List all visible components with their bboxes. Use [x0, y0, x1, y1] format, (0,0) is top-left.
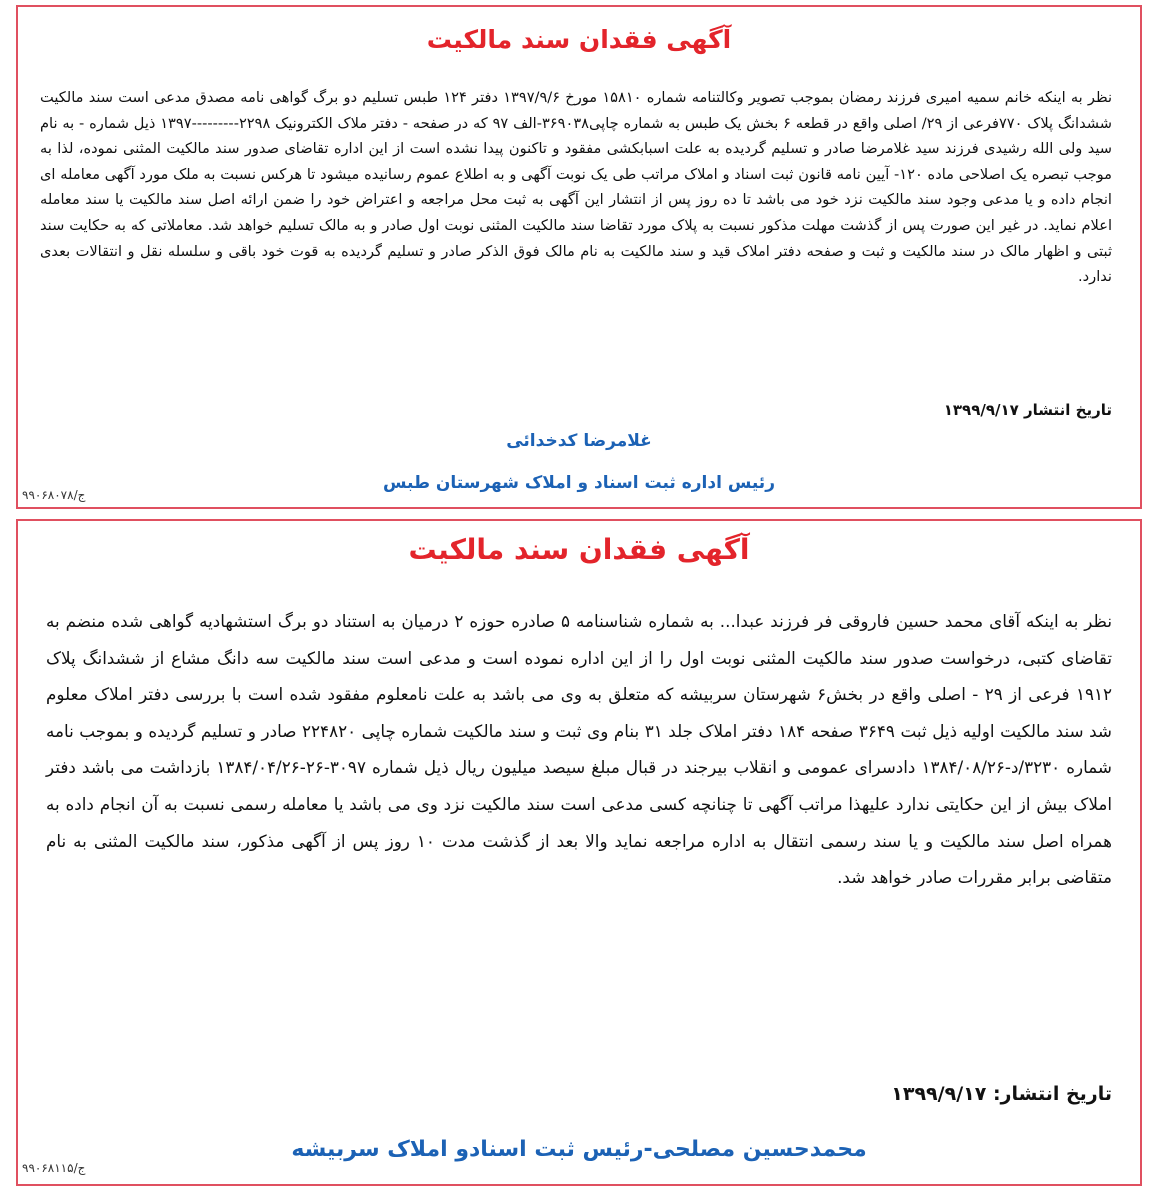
notice-2-signer-title: محمدحسین مصلحی-رئیس ثبت اسنادو املاک سربیشه: [291, 1137, 867, 1162]
notice-2-code: ج/۹۹۰۶۸۱۱۵: [22, 1161, 86, 1175]
notice-1-title: آگهی فقدان سند مالکیت: [426, 25, 732, 54]
notice-1-signer-name: غلامرضا کدخدائی: [506, 431, 652, 451]
notice-1-publish-date: تاریخ انتشار ۱۳۹۹/۹/۱۷: [943, 401, 1112, 419]
notice-2-text: نظر به اینکه آقای محمد حسین فاروقی فر فرزند عبدا... به شماره شناسنامه ۵ صادره حوزه ۲ درمیان به استناد دو برگ استشهادیه گواهی شده منضم به تقاضای کتبی، درخواست صدور سند مالکیت المثنی نوبت اول را از این اداره نموده است و مدعی است سند مالکیت سه دانگ مشاع از ششدانگ پلاک ۱۹۱۲ فرعی از ۲۹ - اصلی واقع در بخش۶ شهرستان سربیشه که متعلق به وی می باشد به علت نامعلوم مفقود شده است با بررسی دفتر املاک معلوم شد سند مالکیت اولیه ذیل ثبت ۳۶۴۹ صفحه ۱۸۴ دفتر املاک جلد ۳۱ بنام وی ثبت و سند مالکیت شماره چاپی ۲۲۴۸۲۰ صادر و تسلیم گردیده و بموجب نامه شماره ۳۲۳۰/د-۱۳۸۴/۰۸/۲۶ دادسرای عمومی و انقلاب بیرجند در قبال مبلغ سیصد میلیون ریال ذیل شماره ۳۰۹۷-۲۶-۱۳۸۴/۰۴/۲۶ بازداشت می باشد دفتر املاک بیش از این حکایتی ندارد علیهذا مراتب آگهی تا چنانچه کسی مدعی است سند مالکیت نزد وی می باشد یا معامله رسمی نسبت به آن انجام داده به همراه اصل سند مالکیت و یا سند رسمی انتقال به اداره مراجعه نماید والا بعد از گذشت مدت ۱۰ روز پس از آگهی مذکور، سند مالکیت المثنی به نام متقاضی برابر مقررات صادر خواهد شد.: [46, 611, 1112, 888]
notice-1: [16, 5, 1142, 509]
notice-2-publish-date: تاریخ انتشار: ۱۳۹۹/۹/۱۷: [891, 1083, 1112, 1105]
notice-2-body: [46, 603, 1112, 896]
notice-1-body: [40, 85, 1112, 290]
notice-1-signer-title: رئیس اداره ثبت اسناد و املاک شهرستان طبس: [383, 473, 775, 493]
notice-1-code: ج/۹۹۰۶۸۰۷۸: [22, 488, 86, 502]
notice-2: [16, 519, 1142, 1186]
notice-2-title: آگهی فقدان سند مالکیت: [408, 533, 750, 566]
notice-1-text: نظر به اینکه خانم سمیه امیری فرزند رمضان بموجب تصویر وکالتنامه شماره ۱۵۸۱۰ مورخ ۱۳۹۷/۹/۶ دفتر ۱۲۴ طبس تسلیم دو برگ گواهی نامه مصدق مدعی است سند مالکیت ششدانگ پلاک ۷۷۰فرعی از ۲۹/ اصلی واقع در قطعه ۶ بخش یک طبس به شماره چاپی۳۶۹۰۳۸-الف ۹۷ که در صفحه - دفتر ملاک الکترونیک ۲۲۹۸---------۱۳۹۷ ذیل شماره - به نام سید ولی الله رشیدی فرزند سید غلامرضا صادر و تسلیم گردیده به علت اسبابکشی مفقود و تاکنون پیدا نشده است از این اداره تقاضای صدور سند مالکیت المثنی نموده، لذا به موجب تبصره یک اصلاحی ماده ۱۲۰- آیین نامه قانون ثبت اسناد و املاک مراتب طی یک نوبت آگهی و به اطلاع عموم رسانیده میشود تا هرکس نسبت به ملک مورد آگهی معامله ای انجام داده و یا مدعی وجود سند مالکیت نزد خود می باشد تا ده روز پس از انتشار این آگهی به ثبت محل مراجعه و اعتراض خود را ضمن ارائه اصل سند مالکیت یا سند معامله اعلام نماید. در غیر این صورت پس از گذشت مهلت مذکور نسبت به پلاک مورد تقاضا سند مالکیت المثنی نوبت اول صادر و به مالک تسلیم خواهد شد. معاملاتی که به حکایت سند ثبتی و اظهار مالک در سند مالکیت و ثبت و صفحه دفتر املاک قید و سند مالکیت به نام مالک فوق الذکر صادر و تسلیم گردیده به قوت خود باقی و سلسله نقل و انتقالات بعدی ندارد.: [40, 89, 1113, 286]
